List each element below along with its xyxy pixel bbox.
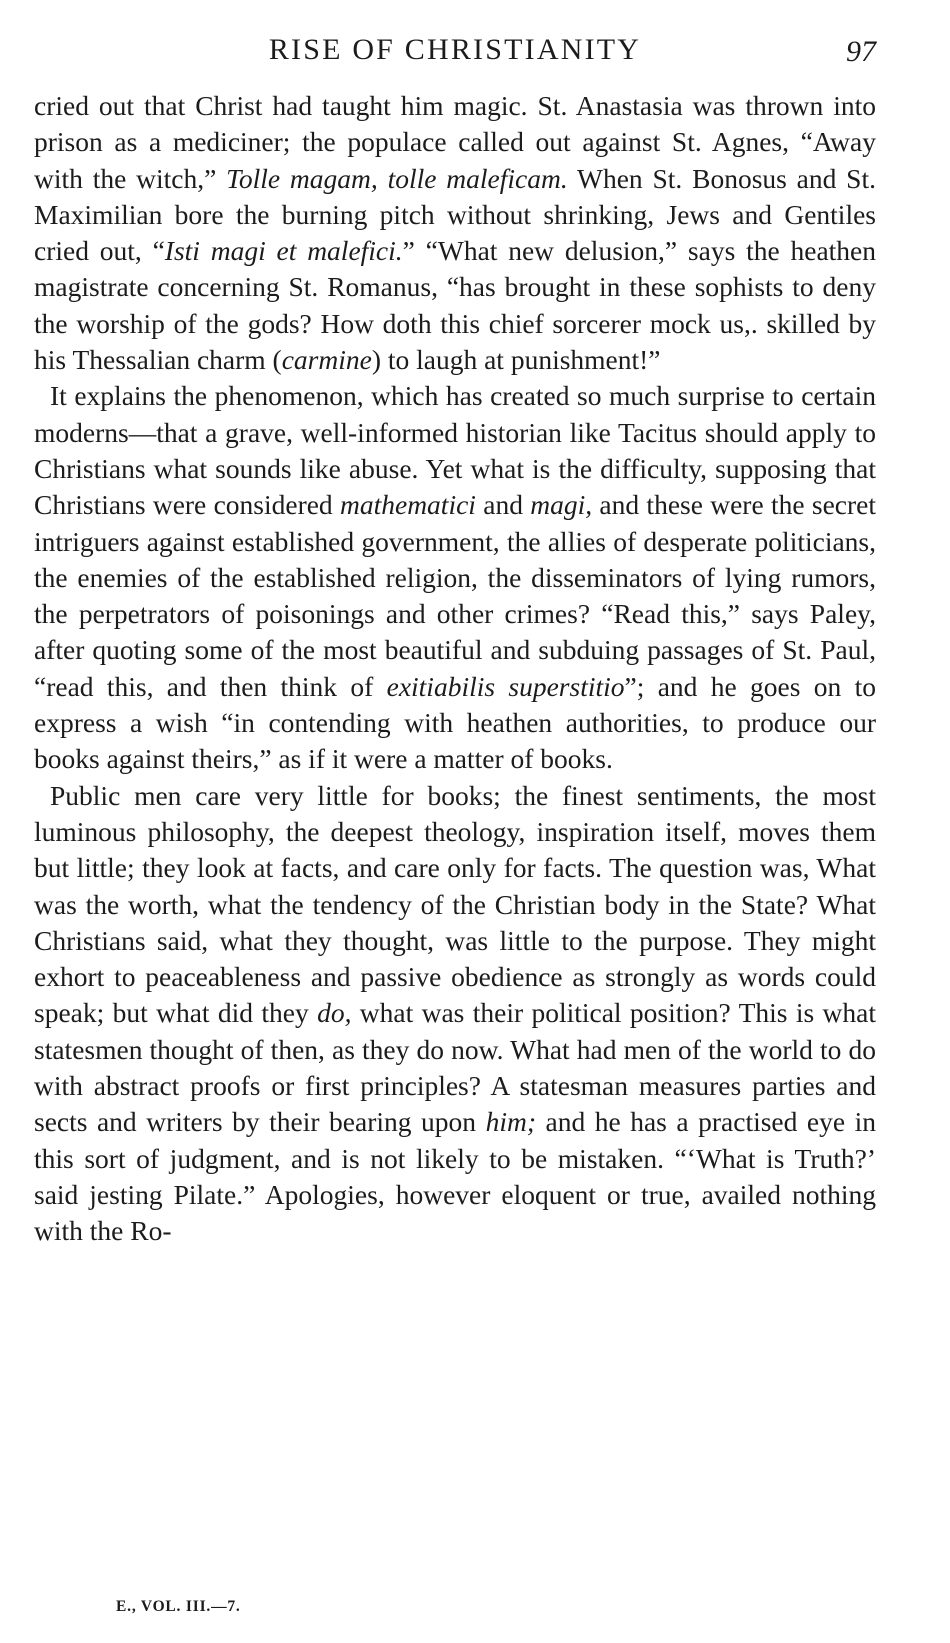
text-run: and he has a practised eye in this sort of judgment, and is not likely to be mistaken. “‘What is Truth?’ said jesting Pilate.” Apologies, however eloquent or true, availed nothing with the Ro- [34,1106,876,1247]
italic-word: do, [317,997,352,1029]
text-run: and these were the secret intriguers against established government, the allies of desperate politicians, the enemies of the established religion, the disseminators of lying rumors, the perpetrators of poisonings and other crimes? “Read this,” says Paley, after quoting some of the most beautiful and subduing passages of St. Paul, “read this, and then think of [34,489,876,702]
text-run: and [475,489,531,521]
running-title: RISE OF CHRISTIANITY [268,33,642,66]
text-run: When St. Bonosus and St. Maximilian bore the burning pitch without shrinking, Jews and Gentiles cried out, “ [34,162,876,267]
italic-latin-word: carmine [281,344,372,376]
italic-latin-phrase: Tolle magam, tolle maleficam. [226,162,568,194]
paragraph-3 [34,778,876,1250]
paragraph-2 [34,378,876,777]
italic-latin-phrase: exitiabilis superstitio [386,670,625,702]
text-run: ”; and he goes on to express a wish “in contending with heathen authorities, to produce our books against theirs,” as if it were a matter of books. [34,670,876,775]
text-run: cried out that Christ had taught him magic. St. Anastasia was thrown into prison as a mediciner; the populace called out against St. Agnes, “Away with the witch,” [34,90,876,194]
italic-latin-word: mathematici [339,489,476,521]
body-text [34,88,876,1250]
text-run: ) to laugh at punishment!” [371,344,661,376]
page-number: 97 [846,35,876,68]
text-run: It explains the phenomenon, which has created so much surprise to certain moderns—that a grave, well-informed historian like Tacitus should apply to Christians what sounds like abuse. Yet what is the difficulty, supposing that Christians were considered [34,380,876,521]
running-header [34,30,876,70]
paragraph-1 [34,88,876,378]
italic-latin-phrase: Isti magi et malefici. [164,235,403,267]
italic-latin-word: magi, [530,489,593,521]
text-run: Public men care very little for books; the finest sentiments, the most luminous philosophy, the deepest theology, inspiration itself, moves them but little; they look at facts, and care only for facts. The question was, What was the worth, what the tendency of the Christian body in the State? What Christians said, what they thought, was little to the purpose. They might exhort to peaceableness and passive obedience as strongly as words could speak; but what did they [34,779,876,1029]
printer-signature: E., VOL. III.—7. [116,1598,241,1615]
italic-word: him; [485,1106,536,1138]
text-run: what was their political position? This is what statesmen thought of then, as they do now. What had men of the world to do with abstract proofs or first principles? A statesman measures parties and sects and writers by their bearing upon [34,997,876,1138]
text-run: ” “What new delusion,” says the heathen magistrate concerning St. Romanus, “has brought in these sophists to deny the worship of the gods? How doth this chief sorcerer mock us,. skilled by his Thessalian charm ( [34,235,876,376]
